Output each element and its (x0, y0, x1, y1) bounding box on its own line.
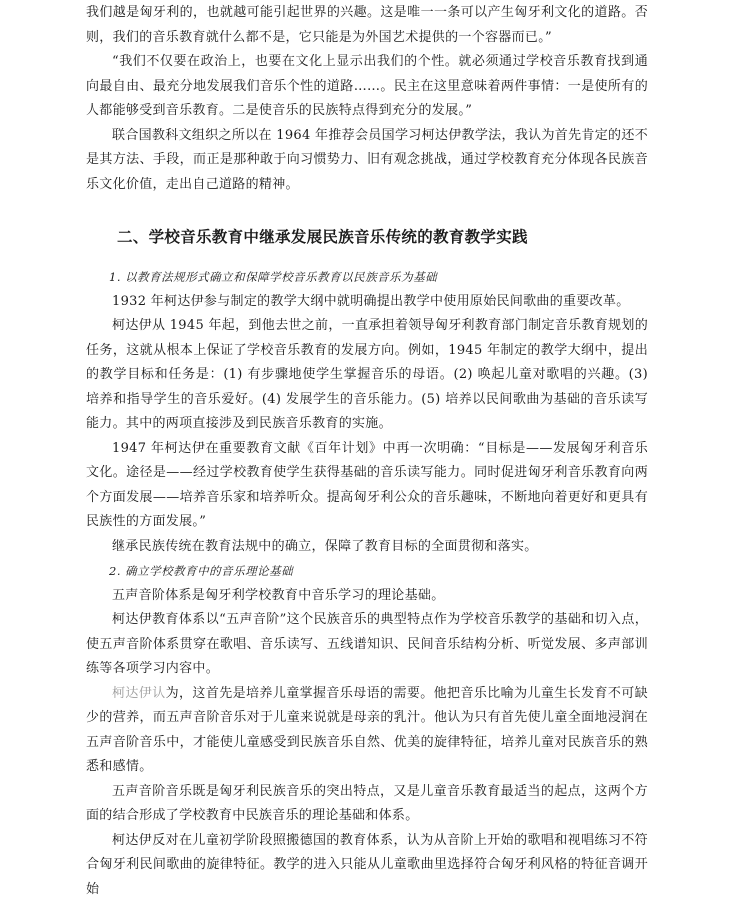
paragraph-basis: 五声音阶音乐既是匈牙利民族音乐的突出特点，又是儿童音乐教育最适当的起点，这两个方面的结合形成了学校教育中民族音乐的理论基础和体系。 (86, 780, 648, 829)
paragraph-unesco: 联合国教科文组织之所以在 1964 年推荐会员国学习柯达伊教学法，我认为首先肯定的还不是其方法、手段，而正是那种敢于向习惯势力、旧有观念挑战，通过学校教育充分体现各民族音乐文化价值，走出自己道路的精神。 (86, 124, 648, 198)
paragraph-1932: 1932 年柯达伊参与制定的教学大纲中就明确提出教学中使用原始民间歌曲的重要改革。 (86, 290, 648, 315)
paragraph-german: 柯达伊反对在儿童初学阶段照搬德国的教育体系，认为从音阶上开始的歌唱和视唱练习不符合匈牙利民间歌曲的旋律特征。教学的进入只能从儿童歌曲里选择符合匈牙利风格的特征音调开始 (86, 829, 648, 902)
document-page (86, 0, 648, 902)
subsection-heading-2: 2. 确立学校教育中的音乐理论基础 (86, 559, 648, 584)
subsection-heading-1: 1. 以教育法规形式确立和保障学校音乐教育以民族音乐为基础 (86, 265, 648, 290)
paragraph-1947: 1947 年柯达伊在重要教育文献《百年计划》中再一次明确：“目标是——发展匈牙利音乐文化。途径是——经过学校教育使学生获得基础的音乐读写能力。同时促进匈牙利音乐教育向两个方面发展——培养音乐家和培养听众。提高匈牙利公众的音乐趣味，不断地向着更好和更具有民族性的方面发展。” (86, 437, 648, 535)
paragraph-intro-tail: 我们越是匈牙利的，也就越可能引起世界的兴趣。这是唯一一条可以产生匈牙利文化的道路。否则，我们的音乐教育就什么都不是，它只能是为外国艺术提供的一个容器而已。” (86, 1, 648, 50)
paragraph-mother-lead: 柯达伊认 (112, 686, 166, 701)
section-heading: 二、学校音乐教育中继承发展民族音乐传统的教育教学实践 (86, 197, 648, 265)
paragraph-quote: “我们不仅要在政治上，也要在文化上显示出我们的个性。就必须通过学校音乐教育找到通向最自由、最充分地发展我们音乐个性的道路……。民主在这里意味着两件事情：一是使所有的人都能够受到音乐教育。二是使音乐的民族特点得到充分的发展。” (86, 50, 648, 124)
paragraph-mother-tongue (86, 682, 648, 780)
paragraph-1945: 柯达伊从 1945 年起，到他去世之前，一直承担着领导匈牙利教育部门制定音乐教育规划的任务，这就从根本上保证了学校音乐教育的发展方向。例如，1945 年制定的教学大纲中，提出的教学目标和任务是：(1) 有步骤地使学生掌握音乐的母语。(2) 唤起儿童对歌唱的兴趣。(3) 培养和指导学生的音乐爱好。(4) 发展学生的音乐能力。(5) 培养以民间歌曲为基础的音乐读写能力。其中的两项直接涉及到民族音乐教育的实施。 (86, 314, 648, 437)
paragraph-inherit: 继承民族传统在教育法规中的确立，保障了教育目标的全面贯彻和落实。 (86, 535, 648, 560)
paragraph-system: 柯达伊教育体系以“五声音阶”这个民族音乐的典型特点作为学校音乐教学的基础和切入点，使五声音阶体系贯穿在歌唱、音乐读写、五线谱知识、民间音乐结构分析、听觉发展、多声部训练等各项学习内容中。 (86, 608, 648, 682)
paragraph-pentatonic: 五声音阶体系是匈牙利学校教育中音乐学习的理论基础。 (86, 584, 648, 609)
paragraph-mother-rest: 为，这首先是培养儿童掌握音乐母语的需要。他把音乐比喻为儿童生长发育不可缺少的营养，而五声音阶音乐对于儿童来说就是母亲的乳汁。他认为只有首先使儿童全面地浸润在五声音阶音乐中，才能使儿童感受到民族音乐自然、优美的旋律特征，培养儿童对民族音乐的熟悉和感情。 (86, 686, 648, 775)
